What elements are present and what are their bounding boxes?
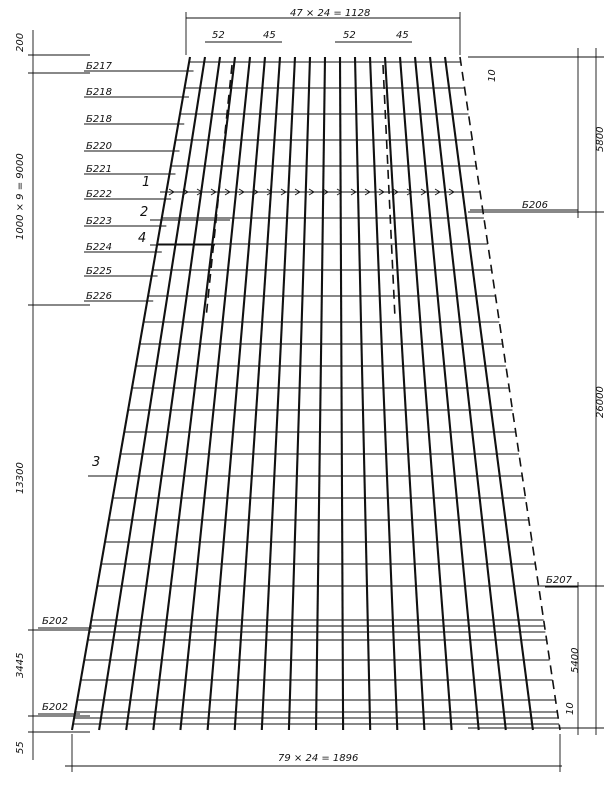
top-width-dimension: 47 × 24 = 1128: [290, 8, 371, 19]
right-upper-dimension: 5800: [595, 126, 606, 152]
top-spacing-left-a: 52: [212, 30, 225, 41]
position-mark: 2: [140, 205, 149, 220]
side-label-left-lower-1: Б202: [42, 616, 68, 627]
vertical-bar: [355, 57, 370, 730]
bar-label: Б222: [86, 189, 112, 200]
bar-label: Б217: [86, 61, 112, 72]
bottom-width-dimension: 79 × 24 = 1896: [278, 753, 359, 764]
right-top-small-dimension: 10: [487, 69, 498, 82]
vertical-bar: [99, 57, 205, 730]
vertical-bar: [385, 57, 424, 730]
top-spacing-left-b: 45: [263, 30, 276, 41]
vertical-bar: [262, 57, 295, 730]
bar-label: Б223: [86, 216, 112, 227]
reinforcement-grid: [72, 57, 560, 730]
position-mark: 1: [142, 175, 151, 190]
position-mark: 4: [138, 231, 147, 246]
bar-label: Б226: [86, 291, 112, 302]
position-mark: 3: [92, 455, 101, 470]
vertical-bar: [460, 57, 560, 730]
vertical-bar: [415, 57, 479, 730]
top-spacing-right-b: 45: [396, 30, 409, 41]
vertical-bar: [289, 57, 310, 730]
bar-label: Б218: [86, 87, 112, 98]
side-label-right-lower: Б207: [546, 575, 572, 586]
bar-label: Б225: [86, 266, 112, 277]
right-bottom-small-dimension: 10: [565, 702, 576, 715]
leader-lines: [38, 71, 578, 714]
left-middle-dimension: 13300: [15, 462, 26, 494]
bar-label: Б224: [86, 242, 112, 253]
left-lower-dimension: 3445: [15, 652, 26, 678]
vertical-bar: [340, 57, 343, 730]
bar-label: Б221: [86, 164, 112, 175]
side-label-left-lower-2: Б202: [42, 702, 68, 713]
left-bottom-dimension: 55: [15, 741, 26, 754]
vertical-bar: [445, 57, 533, 730]
bar-label: Б218: [86, 114, 112, 125]
left-upper-dimension: 1000 × 9 = 9000: [15, 153, 26, 240]
vertical-bar: [316, 57, 325, 730]
side-label-right-upper: Б206: [522, 200, 548, 211]
right-lower-dimension: 5400: [570, 647, 581, 673]
bar-label: Б220: [86, 141, 112, 152]
right-total-dimension: 26000: [595, 386, 606, 418]
vertical-bar: [400, 57, 452, 730]
top-spacing-right-a: 52: [343, 30, 356, 41]
vertical-bar: [370, 57, 397, 730]
vertical-bar: [430, 57, 506, 730]
left-top-dimension: 200: [15, 32, 26, 52]
